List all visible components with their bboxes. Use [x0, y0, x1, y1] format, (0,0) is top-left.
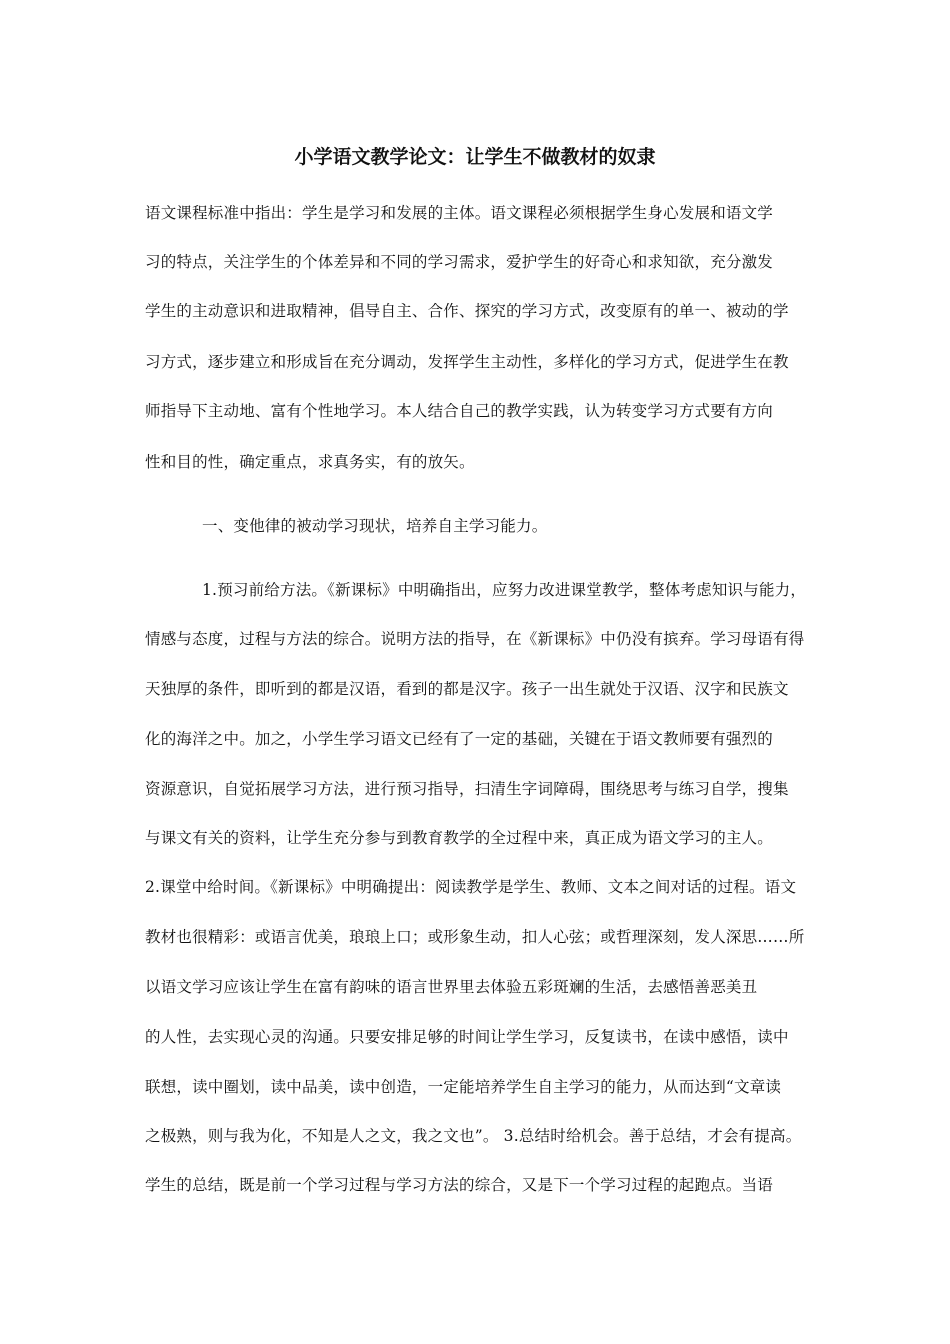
document-title: 小学语文教学论文：让学生不做教材的奴隶	[294, 146, 656, 168]
paragraph-line: 1.预习前给方法。《新课标》中明确指出，应努力改进课堂教学，整体考虑知识与能力，	[202, 581, 807, 599]
paragraph-line: 教材也很精彩：或语言优美，琅琅上口；或形象生动，扣人心弦；或哲理深刻，发人深思……所	[145, 928, 805, 946]
paragraph-line: 性和目的性，确定重点，求真务实，有的放矢。	[145, 453, 475, 471]
paragraph-line: 师指导下主动地、富有个性地学习。本人结合自己的教学实践，认为转变学习方式要有方向	[145, 402, 774, 420]
paragraph-line: 语文课程标准中指出：学生是学习和发展的主体。语文课程必须根据学生身心发展和语文学	[145, 204, 774, 222]
paragraph-line: 与课文有关的资料，让学生充分参与到教育教学的全过程中来，真正成为语文学习的主人。	[145, 829, 774, 847]
paragraph-line: 习方式，逐步建立和形成旨在充分调动，发挥学生主动性，多样化的学习方式，促进学生在教	[145, 353, 789, 371]
paragraph-line: 以语文学习应该让学生在富有韵味的语言世界里去体验五彩斑斓的生活，去感悟善恶美丑	[145, 978, 758, 996]
paragraph-line: 学生的总结，既是前一个学习过程与学习方法的综合，又是下一个学习过程的起跑点。当语	[145, 1176, 774, 1194]
paragraph-line: 之极熟，则与我为化，不知是人之文，我之文也”。 3.总结时给机会。善于总结，才会有提高。	[145, 1127, 802, 1145]
paragraph-line: 习的特点，关注学生的个体差异和不同的学习需求，爱护学生的好奇心和求知欲，充分激发	[145, 253, 774, 271]
paragraph-line: 学生的主动意识和进取精神，倡导自主、合作、探究的学习方式，改变原有的单一、被动的学	[145, 302, 789, 320]
paragraph-line: 联想，读中圈划，读中品美，读中创造，一定能培养学生自主学习的能力，从而达到“文章读	[145, 1078, 782, 1096]
paragraph-line: 的人性，去实现心灵的沟通。只要安排足够的时间让学生学习，反复读书，在读中感悟，读中	[145, 1028, 789, 1046]
paragraph-line: 资源意识，自觉拓展学习方法，进行预习指导，扫清生字词障碍，围绕思考与练习自学，搜集	[145, 780, 789, 798]
paragraph-line: 化的海洋之中。加之，小学生学习语文已经有了一定的基础，关键在于语文教师要有强烈的	[145, 730, 774, 748]
paragraph-line: 情感与态度，过程与方法的综合。说明方法的指导，在《新课标》中仍没有摈弃。学习母语有得	[145, 630, 805, 648]
paragraph-line: 2.课堂中给时间。《新课标》中明确提出：阅读教学是学生、教师、文本之间对话的过程。语文	[145, 878, 797, 896]
section-heading: 一、变他律的被动学习现状，培养自主学习能力。	[202, 517, 548, 535]
paragraph-line: 天独厚的条件，即听到的都是汉语，看到的都是汉字。孩子一出生就处于汉语、汉字和民族文	[145, 680, 789, 698]
